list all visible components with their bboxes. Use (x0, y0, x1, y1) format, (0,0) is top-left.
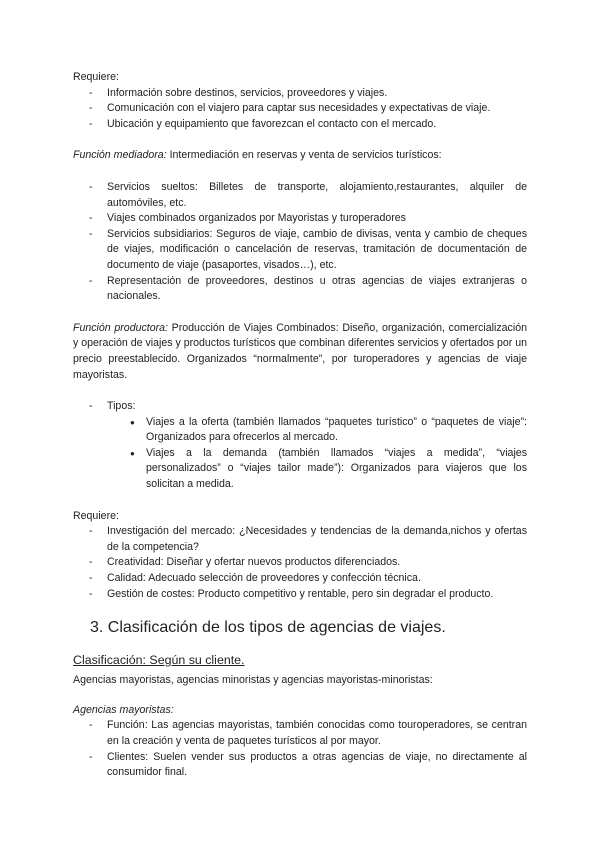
funcion-productora-text: Producción de Viajes Combinados: Diseño, organización, comercialización y operación de viajes y productos turísticos que combinan diferentes servicios y ofertados por un precio preestablecido. Organizados “normalmente”, por turoperadores y agencias de viaje mayoristas. (73, 321, 528, 381)
requiere-list-2 (73, 524, 527, 602)
section-heading: 3. Clasificación de los tipos de agencias de viajes. (90, 619, 446, 637)
list-item (73, 399, 527, 493)
funcion-mediadora-label: Función mediadora: (73, 149, 167, 162)
requiere-label-2: Requiere: (73, 509, 119, 522)
list-item: - Servicios sueltos: Billetes de transporte, alojamiento,restaurantes, alquiler de automóviles, etc. (73, 180, 527, 211)
agencias-mayoristas-label: Agencias mayoristas: (73, 703, 174, 716)
list-item: - Viajes combinados organizados por Mayoristas y turoperadores (73, 211, 527, 227)
requiere-label: Requiere: (73, 71, 119, 83)
tipos-list (73, 399, 527, 493)
list-item: - Creatividad: Diseñar y ofertar nuevos productos diferenciados. (73, 555, 527, 571)
document-body (73, 70, 527, 781)
list-item: - Ubicación y equipamiento que favorezcan el contacto con el mercado. (73, 117, 527, 133)
section-subheading: Clasificación: Según su cliente. (73, 653, 245, 668)
funcion-productora-paragraph (73, 321, 527, 383)
list-item: - Calidad: Adecuado selección de proveedores y confección técnica. (73, 571, 527, 587)
list-item: - Función: Las agencias mayoristas, también conocidas como touroperadores, se centran en la creación y venta de paquetes turísticos al por mayor. (73, 718, 527, 749)
list-item: - Comunicación con el viajero para captar sus necesidades y expectativas de viaje. (73, 101, 527, 117)
agencias-intro: Agencias mayoristas, agencias minoristas y agencias mayoristas-minoristas: (73, 674, 433, 687)
mayoristas-list (73, 718, 527, 780)
mediadora-list (73, 180, 527, 305)
funcion-productora-label: Función productora: (73, 321, 168, 334)
list-item: - Investigación del mercado: ¿Necesidades y tendencias de la demanda,nichos y ofertas de la competencia? (73, 524, 527, 555)
tipos-sublist (73, 415, 527, 493)
sublist-item: ● Viajes a la demanda (también llamados “viajes a medida”, “viajes personalizados” o “viajes tailor made”): Organizados para viajeros que los solicitan a medida. (73, 446, 527, 493)
funcion-mediadora-paragraph (73, 148, 527, 164)
list-item: - Clientes: Suelen vender sus productos a otras agencias de viaje, no directamente al consumidor final. (73, 750, 527, 781)
tipos-label: Tipos: (107, 400, 136, 413)
list-item: - Gestión de costes: Producto competitivo y rentable, pero sin degradar el producto. (73, 587, 527, 603)
list-item: - Representación de proveedores, destinos u otras agencias de viajes extranjeras o nacionales. (73, 274, 527, 305)
sublist-item: ● Viajes a la oferta (también llamados “paquetes turístico” o “paquetes de viaje”: Organizados para ofrecerlos al mercado. (73, 415, 527, 446)
funcion-mediadora-text: Intermediación en reservas y venta de servicios turísticos: (166, 149, 442, 162)
requiere-list (73, 86, 527, 133)
list-item: - Servicios subsidiarios: Seguros de viaje, cambio de divisas, venta y cambio de cheques de viajes, modificación o cancelación de reservas, tramitación de documentación de documento de viaje (pasaportes, visados…), etc. (73, 227, 527, 274)
list-item: - Información sobre destinos, servicios, proveedores y viajes. (73, 86, 527, 102)
